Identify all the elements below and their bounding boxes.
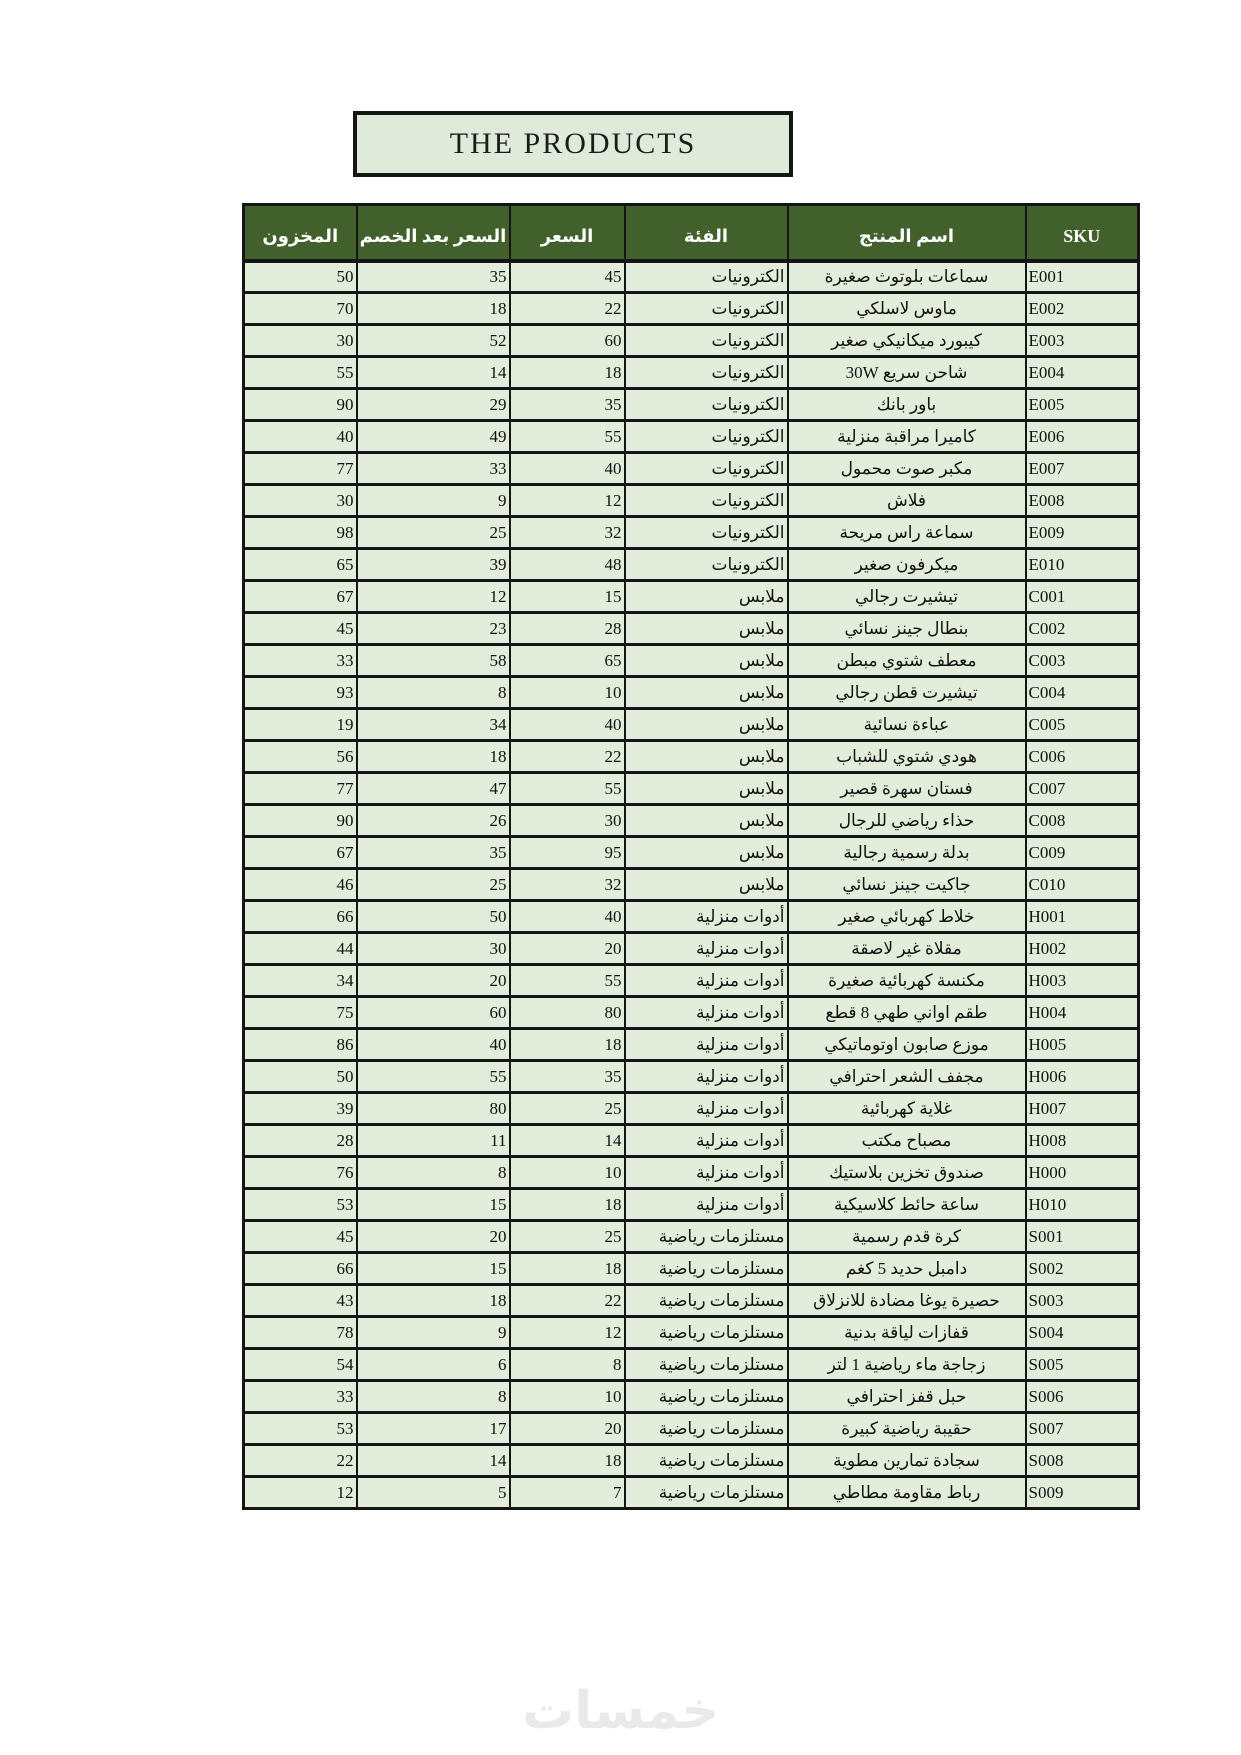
cell-stock: 22 bbox=[244, 1445, 357, 1477]
cell-sku: S009 bbox=[1026, 1477, 1139, 1509]
cell-price_after_discount: 25 bbox=[357, 869, 510, 901]
cell-category: مستلزمات رياضية bbox=[625, 1381, 788, 1413]
cell-name: سماعة راس مريحة bbox=[788, 517, 1026, 549]
cell-category: مستلزمات رياضية bbox=[625, 1221, 788, 1253]
cell-sku: C005 bbox=[1026, 709, 1139, 741]
cell-name: مصباح مكتب bbox=[788, 1125, 1026, 1157]
table-row bbox=[244, 389, 1139, 421]
table-header bbox=[244, 205, 1139, 261]
table-row bbox=[244, 581, 1139, 613]
cell-category: الكترونيات bbox=[625, 549, 788, 581]
cell-price_after_discount: 35 bbox=[357, 261, 510, 293]
cell-stock: 67 bbox=[244, 581, 357, 613]
cell-stock: 39 bbox=[244, 1093, 357, 1125]
cell-name: صندوق تخزين بلاستيك bbox=[788, 1157, 1026, 1189]
cell-category: أدوات منزلية bbox=[625, 1125, 788, 1157]
cell-price_after_discount: 33 bbox=[357, 453, 510, 485]
cell-price_after_discount: 11 bbox=[357, 1125, 510, 1157]
cell-stock: 98 bbox=[244, 517, 357, 549]
cell-stock: 53 bbox=[244, 1413, 357, 1445]
cell-name: رباط مقاومة مطاطي bbox=[788, 1477, 1026, 1509]
cell-name: زجاجة ماء رياضية 1 لتر bbox=[788, 1349, 1026, 1381]
cell-name: سجادة تمارين مطوية bbox=[788, 1445, 1026, 1477]
cell-sku: S006 bbox=[1026, 1381, 1139, 1413]
cell-stock: 30 bbox=[244, 485, 357, 517]
cell-sku: H007 bbox=[1026, 1093, 1139, 1125]
cell-category: أدوات منزلية bbox=[625, 965, 788, 997]
cell-stock: 45 bbox=[244, 613, 357, 645]
cell-name: جاكيت جينز نسائي bbox=[788, 869, 1026, 901]
cell-sku: C007 bbox=[1026, 773, 1139, 805]
cell-sku: S002 bbox=[1026, 1253, 1139, 1285]
table-row bbox=[244, 1029, 1139, 1061]
column-header-category: الفئة bbox=[625, 205, 788, 261]
cell-price_after_discount: 8 bbox=[357, 1381, 510, 1413]
cell-category: أدوات منزلية bbox=[625, 1029, 788, 1061]
cell-price: 32 bbox=[510, 517, 625, 549]
cell-sku: C010 bbox=[1026, 869, 1139, 901]
cell-name: ماوس لاسلكي bbox=[788, 293, 1026, 325]
cell-price_after_discount: 34 bbox=[357, 709, 510, 741]
cell-stock: 43 bbox=[244, 1285, 357, 1317]
table-row bbox=[244, 997, 1139, 1029]
column-header-stock: المخزون bbox=[244, 205, 357, 261]
cell-name: تيشيرت قطن رجالي bbox=[788, 677, 1026, 709]
cell-category: مستلزمات رياضية bbox=[625, 1253, 788, 1285]
cell-sku: H004 bbox=[1026, 997, 1139, 1029]
cell-stock: 46 bbox=[244, 869, 357, 901]
cell-category: الكترونيات bbox=[625, 325, 788, 357]
cell-name: قفازات لياقة بدنية bbox=[788, 1317, 1026, 1349]
cell-price_after_discount: 18 bbox=[357, 1285, 510, 1317]
cell-sku: E008 bbox=[1026, 485, 1139, 517]
cell-price: 55 bbox=[510, 421, 625, 453]
cell-name: حبل قفز احترافي bbox=[788, 1381, 1026, 1413]
header-row bbox=[244, 205, 1139, 261]
column-header-price_after_discount: السعر بعد الخصم bbox=[357, 205, 510, 261]
table-row bbox=[244, 677, 1139, 709]
cell-price_after_discount: 18 bbox=[357, 293, 510, 325]
table-row bbox=[244, 1253, 1139, 1285]
cell-price_after_discount: 35 bbox=[357, 837, 510, 869]
cell-price: 12 bbox=[510, 485, 625, 517]
cell-category: مستلزمات رياضية bbox=[625, 1445, 788, 1477]
table-row bbox=[244, 453, 1139, 485]
cell-price_after_discount: 6 bbox=[357, 1349, 510, 1381]
cell-category: ملابس bbox=[625, 837, 788, 869]
cell-name: عباءة نسائية bbox=[788, 709, 1026, 741]
cell-category: ملابس bbox=[625, 613, 788, 645]
cell-sku: H006 bbox=[1026, 1061, 1139, 1093]
cell-price: 45 bbox=[510, 261, 625, 293]
cell-stock: 34 bbox=[244, 965, 357, 997]
table-row bbox=[244, 517, 1139, 549]
cell-category: ملابس bbox=[625, 773, 788, 805]
table-row bbox=[244, 293, 1139, 325]
cell-price: 22 bbox=[510, 1285, 625, 1317]
cell-price_after_discount: 40 bbox=[357, 1029, 510, 1061]
cell-stock: 12 bbox=[244, 1477, 357, 1509]
cell-stock: 66 bbox=[244, 1253, 357, 1285]
table-row bbox=[244, 357, 1139, 389]
table-row bbox=[244, 1093, 1139, 1125]
cell-sku: H002 bbox=[1026, 933, 1139, 965]
table-row bbox=[244, 869, 1139, 901]
cell-category: مستلزمات رياضية bbox=[625, 1349, 788, 1381]
cell-name: كرة قدم رسمية bbox=[788, 1221, 1026, 1253]
cell-price_after_discount: 18 bbox=[357, 741, 510, 773]
table-row bbox=[244, 1349, 1139, 1381]
table-row bbox=[244, 421, 1139, 453]
cell-price: 55 bbox=[510, 965, 625, 997]
cell-name: فلاش bbox=[788, 485, 1026, 517]
cell-price: 12 bbox=[510, 1317, 625, 1349]
cell-name: كاميرا مراقبة منزلية bbox=[788, 421, 1026, 453]
cell-name: فستان سهرة قصير bbox=[788, 773, 1026, 805]
cell-name: مقلاة غير لاصقة bbox=[788, 933, 1026, 965]
table-row bbox=[244, 805, 1139, 837]
cell-price_after_discount: 9 bbox=[357, 485, 510, 517]
cell-sku: S008 bbox=[1026, 1445, 1139, 1477]
cell-name: باور بانك bbox=[788, 389, 1026, 421]
cell-price_after_discount: 15 bbox=[357, 1253, 510, 1285]
cell-sku: S003 bbox=[1026, 1285, 1139, 1317]
cell-sku: S004 bbox=[1026, 1317, 1139, 1349]
cell-category: ملابس bbox=[625, 581, 788, 613]
cell-price_after_discount: 29 bbox=[357, 389, 510, 421]
cell-price: 7 bbox=[510, 1477, 625, 1509]
table-row bbox=[244, 837, 1139, 869]
cell-stock: 78 bbox=[244, 1317, 357, 1349]
table-row bbox=[244, 549, 1139, 581]
cell-stock: 77 bbox=[244, 773, 357, 805]
cell-category: أدوات منزلية bbox=[625, 1061, 788, 1093]
cell-stock: 28 bbox=[244, 1125, 357, 1157]
cell-price: 18 bbox=[510, 1189, 625, 1221]
cell-stock: 65 bbox=[244, 549, 357, 581]
cell-price: 40 bbox=[510, 453, 625, 485]
cell-price_after_discount: 15 bbox=[357, 1189, 510, 1221]
cell-category: أدوات منزلية bbox=[625, 1189, 788, 1221]
cell-price_after_discount: 9 bbox=[357, 1317, 510, 1349]
column-header-sku: SKU bbox=[1026, 205, 1139, 261]
cell-price: 18 bbox=[510, 1029, 625, 1061]
cell-sku: C001 bbox=[1026, 581, 1139, 613]
cell-stock: 50 bbox=[244, 1061, 357, 1093]
cell-stock: 76 bbox=[244, 1157, 357, 1189]
table-row bbox=[244, 1285, 1139, 1317]
cell-category: ملابس bbox=[625, 805, 788, 837]
cell-price: 10 bbox=[510, 1381, 625, 1413]
cell-price_after_discount: 30 bbox=[357, 933, 510, 965]
table-row bbox=[244, 1125, 1139, 1157]
column-header-name: اسم المنتج bbox=[788, 205, 1026, 261]
cell-sku: E001 bbox=[1026, 261, 1139, 293]
table-row bbox=[244, 645, 1139, 677]
cell-sku: H001 bbox=[1026, 901, 1139, 933]
cell-category: ملابس bbox=[625, 645, 788, 677]
cell-sku: E003 bbox=[1026, 325, 1139, 357]
cell-stock: 53 bbox=[244, 1189, 357, 1221]
cell-price: 10 bbox=[510, 1157, 625, 1189]
table-row bbox=[244, 773, 1139, 805]
cell-category: ملابس bbox=[625, 709, 788, 741]
cell-price_after_discount: 50 bbox=[357, 901, 510, 933]
cell-category: أدوات منزلية bbox=[625, 997, 788, 1029]
cell-sku: E007 bbox=[1026, 453, 1139, 485]
cell-name: موزع صابون اوتوماتيكي bbox=[788, 1029, 1026, 1061]
table-row bbox=[244, 485, 1139, 517]
cell-category: مستلزمات رياضية bbox=[625, 1285, 788, 1317]
cell-category: ملابس bbox=[625, 741, 788, 773]
cell-stock: 40 bbox=[244, 421, 357, 453]
watermark-text: خمسات bbox=[521, 1681, 720, 1741]
title-box bbox=[353, 111, 793, 177]
table-row bbox=[244, 1189, 1139, 1221]
cell-sku: C004 bbox=[1026, 677, 1139, 709]
cell-price_after_discount: 39 bbox=[357, 549, 510, 581]
cell-sku: H000 bbox=[1026, 1157, 1139, 1189]
cell-name: معطف شتوي مبطن bbox=[788, 645, 1026, 677]
cell-stock: 77 bbox=[244, 453, 357, 485]
cell-stock: 33 bbox=[244, 1381, 357, 1413]
cell-stock: 90 bbox=[244, 389, 357, 421]
cell-sku: H008 bbox=[1026, 1125, 1139, 1157]
cell-stock: 30 bbox=[244, 325, 357, 357]
cell-price: 48 bbox=[510, 549, 625, 581]
cell-category: أدوات منزلية bbox=[625, 1157, 788, 1189]
cell-stock: 86 bbox=[244, 1029, 357, 1061]
cell-stock: 45 bbox=[244, 1221, 357, 1253]
cell-name: حقيبة رياضية كبيرة bbox=[788, 1413, 1026, 1445]
cell-name: كيبورد ميكانيكي صغير bbox=[788, 325, 1026, 357]
cell-price: 18 bbox=[510, 357, 625, 389]
page-title: THE PRODUCTS bbox=[449, 127, 697, 160]
cell-price: 10 bbox=[510, 677, 625, 709]
cell-price: 60 bbox=[510, 325, 625, 357]
table-row bbox=[244, 709, 1139, 741]
cell-name: غلاية كهربائية bbox=[788, 1093, 1026, 1125]
cell-stock: 75 bbox=[244, 997, 357, 1029]
cell-sku: C009 bbox=[1026, 837, 1139, 869]
cell-name: مجفف الشعر احترافي bbox=[788, 1061, 1026, 1093]
cell-category: الكترونيات bbox=[625, 453, 788, 485]
cell-name: دامبل حديد 5 كغم bbox=[788, 1253, 1026, 1285]
table-row bbox=[244, 1221, 1139, 1253]
cell-price: 18 bbox=[510, 1253, 625, 1285]
cell-price_after_discount: 60 bbox=[357, 997, 510, 1029]
cell-sku: E005 bbox=[1026, 389, 1139, 421]
cell-price_after_discount: 14 bbox=[357, 357, 510, 389]
cell-price_after_discount: 14 bbox=[357, 1445, 510, 1477]
cell-stock: 50 bbox=[244, 261, 357, 293]
cell-price_after_discount: 80 bbox=[357, 1093, 510, 1125]
cell-sku: E004 bbox=[1026, 357, 1139, 389]
cell-category: مستلزمات رياضية bbox=[625, 1317, 788, 1349]
table-row bbox=[244, 1061, 1139, 1093]
cell-category: الكترونيات bbox=[625, 517, 788, 549]
cell-name: ساعة حائط كلاسيكية bbox=[788, 1189, 1026, 1221]
cell-stock: 19 bbox=[244, 709, 357, 741]
cell-stock: 70 bbox=[244, 293, 357, 325]
cell-price: 28 bbox=[510, 613, 625, 645]
cell-category: مستلزمات رياضية bbox=[625, 1477, 788, 1509]
cell-sku: H005 bbox=[1026, 1029, 1139, 1061]
table-row bbox=[244, 1445, 1139, 1477]
cell-category: الكترونيات bbox=[625, 389, 788, 421]
cell-name: بنطال جينز نسائي bbox=[788, 613, 1026, 645]
cell-stock: 90 bbox=[244, 805, 357, 837]
cell-stock: 56 bbox=[244, 741, 357, 773]
cell-price: 14 bbox=[510, 1125, 625, 1157]
cell-name: ميكرفون صغير bbox=[788, 549, 1026, 581]
cell-price: 35 bbox=[510, 389, 625, 421]
cell-price_after_discount: 26 bbox=[357, 805, 510, 837]
cell-price: 20 bbox=[510, 1413, 625, 1445]
cell-category: أدوات منزلية bbox=[625, 933, 788, 965]
table-row bbox=[244, 1317, 1139, 1349]
cell-price_after_discount: 47 bbox=[357, 773, 510, 805]
cell-price_after_discount: 20 bbox=[357, 1221, 510, 1253]
cell-name: مكبر صوت محمول bbox=[788, 453, 1026, 485]
cell-stock: 33 bbox=[244, 645, 357, 677]
cell-price: 22 bbox=[510, 293, 625, 325]
table-row bbox=[244, 1413, 1139, 1445]
cell-name: طقم اواني طهي 8 قطع bbox=[788, 997, 1026, 1029]
table-row bbox=[244, 261, 1139, 293]
cell-price_after_discount: 20 bbox=[357, 965, 510, 997]
table-row bbox=[244, 741, 1139, 773]
cell-category: ملابس bbox=[625, 677, 788, 709]
cell-category: الكترونيات bbox=[625, 293, 788, 325]
cell-sku: H003 bbox=[1026, 965, 1139, 997]
cell-stock: 54 bbox=[244, 1349, 357, 1381]
cell-price_after_discount: 12 bbox=[357, 581, 510, 613]
cell-category: الكترونيات bbox=[625, 421, 788, 453]
table-row bbox=[244, 1157, 1139, 1189]
cell-sku: C006 bbox=[1026, 741, 1139, 773]
cell-price: 65 bbox=[510, 645, 625, 677]
table-row bbox=[244, 901, 1139, 933]
cell-sku: S005 bbox=[1026, 1349, 1139, 1381]
cell-price: 35 bbox=[510, 1061, 625, 1093]
cell-price_after_discount: 23 bbox=[357, 613, 510, 645]
cell-stock: 55 bbox=[244, 357, 357, 389]
cell-price: 18 bbox=[510, 1445, 625, 1477]
cell-sku: E006 bbox=[1026, 421, 1139, 453]
cell-sku: E009 bbox=[1026, 517, 1139, 549]
cell-price_after_discount: 8 bbox=[357, 1157, 510, 1189]
cell-price: 55 bbox=[510, 773, 625, 805]
cell-name: تيشيرت رجالي bbox=[788, 581, 1026, 613]
cell-price: 80 bbox=[510, 997, 625, 1029]
cell-price: 95 bbox=[510, 837, 625, 869]
table-row bbox=[244, 325, 1139, 357]
cell-category: أدوات منزلية bbox=[625, 901, 788, 933]
cell-price: 15 bbox=[510, 581, 625, 613]
cell-price: 25 bbox=[510, 1093, 625, 1125]
cell-name: خلاط كهربائي صغير bbox=[788, 901, 1026, 933]
table-row bbox=[244, 965, 1139, 997]
cell-category: مستلزمات رياضية bbox=[625, 1413, 788, 1445]
cell-price_after_discount: 8 bbox=[357, 677, 510, 709]
table-row bbox=[244, 613, 1139, 645]
products-table bbox=[242, 203, 1140, 1510]
cell-price_after_discount: 49 bbox=[357, 421, 510, 453]
cell-stock: 93 bbox=[244, 677, 357, 709]
cell-name: حصيرة يوغا مضادة للانزلاق bbox=[788, 1285, 1026, 1317]
cell-category: أدوات منزلية bbox=[625, 1093, 788, 1125]
cell-price_after_discount: 55 bbox=[357, 1061, 510, 1093]
cell-name: سماعات بلوتوث صغيرة bbox=[788, 261, 1026, 293]
cell-sku: S007 bbox=[1026, 1413, 1139, 1445]
cell-category: ملابس bbox=[625, 869, 788, 901]
cell-name: شاحن سريع 30W bbox=[788, 357, 1026, 389]
cell-price: 8 bbox=[510, 1349, 625, 1381]
cell-category: الكترونيات bbox=[625, 261, 788, 293]
table-row bbox=[244, 1477, 1139, 1509]
cell-sku: E010 bbox=[1026, 549, 1139, 581]
cell-sku: C002 bbox=[1026, 613, 1139, 645]
column-header-price: السعر bbox=[510, 205, 625, 261]
cell-price_after_discount: 25 bbox=[357, 517, 510, 549]
cell-sku: H010 bbox=[1026, 1189, 1139, 1221]
cell-price_after_discount: 17 bbox=[357, 1413, 510, 1445]
cell-name: بدلة رسمية رجالية bbox=[788, 837, 1026, 869]
cell-price: 25 bbox=[510, 1221, 625, 1253]
cell-price: 20 bbox=[510, 933, 625, 965]
cell-price: 32 bbox=[510, 869, 625, 901]
cell-sku: C003 bbox=[1026, 645, 1139, 677]
cell-category: الكترونيات bbox=[625, 357, 788, 389]
cell-name: هودي شتوي للشباب bbox=[788, 741, 1026, 773]
cell-sku: C008 bbox=[1026, 805, 1139, 837]
cell-name: مكنسة كهربائية صغيرة bbox=[788, 965, 1026, 997]
cell-sku: E002 bbox=[1026, 293, 1139, 325]
cell-price_after_discount: 58 bbox=[357, 645, 510, 677]
cell-stock: 67 bbox=[244, 837, 357, 869]
cell-stock: 66 bbox=[244, 901, 357, 933]
table-row bbox=[244, 1381, 1139, 1413]
cell-sku: S001 bbox=[1026, 1221, 1139, 1253]
cell-price: 22 bbox=[510, 741, 625, 773]
table-body bbox=[244, 261, 1139, 1509]
cell-price: 40 bbox=[510, 901, 625, 933]
cell-name: حذاء رياضي للرجال bbox=[788, 805, 1026, 837]
cell-price: 40 bbox=[510, 709, 625, 741]
cell-price_after_discount: 5 bbox=[357, 1477, 510, 1509]
cell-price: 30 bbox=[510, 805, 625, 837]
cell-category: الكترونيات bbox=[625, 485, 788, 517]
cell-stock: 44 bbox=[244, 933, 357, 965]
cell-price_after_discount: 52 bbox=[357, 325, 510, 357]
table-row bbox=[244, 933, 1139, 965]
